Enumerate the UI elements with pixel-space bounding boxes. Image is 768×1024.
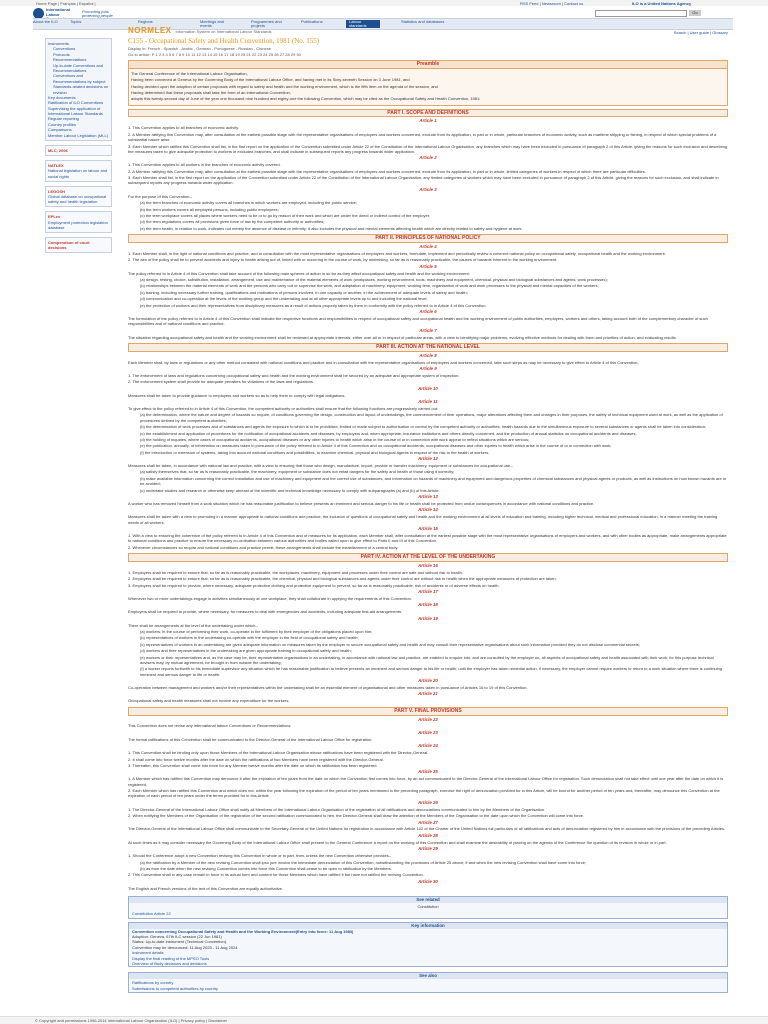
key-info-links xyxy=(129,950,727,966)
article-paragraph: (b) the term workers covers all employed persons, including public employees; xyxy=(140,206,279,212)
preamble-paragraph: adopts this twenty-second day of June of the year one thousand nine hundred and eighty-one the following Convention, which may be cited as the Occupational Safety and Health Convention, 1981: xyxy=(131,96,481,102)
article-heading: Article 23 xyxy=(418,729,438,735)
sidebar-menu-item[interactable]: Comparisons xyxy=(48,127,72,133)
article-paragraph: 2. Employers shall be required to ensure that, so far as is reasonably practicable, the chemical, physical and biological substances and agents under their control are without risk to health when the appropriate measures of protection are taken. xyxy=(128,576,557,582)
article-paragraph: 2. A Member ratifying this Convention may, after consultation at the earliest possible stage with the representative organisations of employers and workers concerned, exclude from its application, in part or in whole, particular branches of economic activity, such as maritime shipping or fishing, in respect of which special problems of a substantial nature arise. xyxy=(128,131,717,143)
part-heading: PART V. FINAL PROVISIONS xyxy=(128,707,728,716)
article-heading: Article 8 xyxy=(419,352,437,358)
article-paragraph: (a) the term branches of economic activity covers all branches in which workers are employed, including the public service; xyxy=(140,200,357,206)
nav-item-meetings[interactable]: Meetings and events xyxy=(200,19,225,29)
article-paragraph: (e) the protection of workers and their representatives from disciplinary measures as a result of actions properly taken by them in conformity with the policy referred to in Article 4 of this Convention. xyxy=(140,302,487,308)
nav-item-about[interactable]: About the ILO xyxy=(33,19,58,24)
sidebar-box-title[interactable]: EPLex xyxy=(48,214,61,220)
article-paragraph: Whenever two or more undertakings engage in activities simultaneously at one workplace, they shall collaborate in applying the requirements of this Convention. xyxy=(128,595,412,601)
convention-sections xyxy=(128,109,728,891)
article-paragraph: 1. This Convention applies to all workers in the branches of economic activity covered. xyxy=(128,162,281,168)
article-paragraph: At such times as it may consider necessary the Governing Body of the International Labour Office shall present to the General Conference a report on the working of this Convention and shall examine the desirability of placing on the agenda of the Conference the question of its revision in whole or in part. xyxy=(128,839,667,845)
left-sidebar xyxy=(45,38,112,253)
see-related-title: See related xyxy=(129,897,727,903)
sidebar-info-box xyxy=(45,211,112,233)
tagline-line-1: Promoting jobs, xyxy=(82,9,110,14)
article-paragraph: Co-operation between management and workers and/or their representatives within the undertaking shall be an essential element of organisational and other measures taken in pursuance of Articles 16 to 19 of this Convention. xyxy=(128,685,528,691)
article-paragraph: 3. Thereafter, this Convention shall come into force for any Member twelve months after the date on which its ratification has been registered. xyxy=(128,762,378,768)
brand-subtitle: Information System on International Labour Standards xyxy=(175,29,272,34)
brand-name: NORMLEX xyxy=(128,26,172,35)
part-heading: PART I. SCOPE AND DEFINITIONS xyxy=(128,109,728,118)
article-paragraph: (c) representatives of workers in an undertaking are given adequate information on measures taken by the employer to secure occupational safety and health and may consult their representative organisations about such information provided they do not disclose commercial secrets; xyxy=(140,641,640,647)
article-paragraph: (f) a worker reports forthwith to his immediate supervisor any situation which he has reasonable justification to believe presents an imminent and serious danger to his life or health; until the employer has taken remedial action, if necessary, the employer cannot require workers to return to a work situation where there is continuing imminent and serious danger to life or health. xyxy=(140,666,722,677)
article-paragraph: 3. Employers shall be required to provide, where necessary, adequate protective clothing and protective equipment to prevent, so far as is reasonably practicable, risk of accidents or of adverse effects on health. xyxy=(128,582,500,588)
key-info-status: Status: Up-to-date instrument (Technical Convention). xyxy=(132,939,228,945)
article-paragraph: A worker who has removed himself from a work situation which he has reasonable justification to believe presents an imminent and serious danger to his life or health shall be protected from undue consequences in accordance with national conditions and practice. xyxy=(128,500,595,506)
article-paragraph: 2. The aim of the policy shall be to prevent accidents and injury to health arising out of, linked with or occurring in the course of work, by minimising, so far as is reasonably practicable, the causes of hazards inherent in the working environment. xyxy=(128,257,558,263)
article-jump-links[interactable]: Go to article: P 1 2 3 4 5 6 7 8 9 10 11 12 13 14 15 16 17 18 19 20 21 22 23 24 25 26 27 28 29 30 xyxy=(128,51,301,57)
sidebar-menu-item[interactable]: Ratification of ILO Conventions xyxy=(48,100,104,106)
nav-item-programmes[interactable]: Programmes and projects xyxy=(251,19,282,29)
article-paragraph: 2. Whenever circumstances so require and national conditions and practice permit, these arrangements shall include the establishment of a central body. xyxy=(128,544,399,550)
article-paragraph: There shall be arrangements at the level of the undertaking under which-- xyxy=(128,622,259,628)
article-paragraph: The situation regarding occupational safety and health and the working environment shall be reviewed at appropriate intervals, either over-all or in respect of particular areas, with a view to identifying major problems, evolving effective methods for dealing with them and priorities of action, and evaluating results. xyxy=(128,334,677,340)
nav-item-regions[interactable]: Regions xyxy=(138,19,153,24)
key-info-link[interactable]: Instrument details xyxy=(132,950,164,956)
see-also-links xyxy=(129,979,727,992)
sidebar-info-box xyxy=(45,145,112,156)
article-paragraph: (a) design, testing, choice, substitution, installation, arrangement, use and maintenance of the material elements of work (workplaces, working environment, tools, machinery and equipment, chemical, physical and biological substances and agents, work processes); xyxy=(140,276,608,282)
sidebar-box-title[interactable]: NATLEX xyxy=(48,163,64,169)
article-paragraph: 3. Each Member which ratifies this Convention shall list, in the first report on the application of the Convention submitted under Article 22 of the Constitution of the International Labour Organisation, any branches which may have been excluded in pursuance of paragraph 2 of this Article, giving the reasons for such exclusion and describing the measures taken to give adequate protection to workers in excluded branches, and shall indicate in subsequent reports any progress towards wider application. xyxy=(128,143,728,154)
article-paragraph: 2. This Convention shall in any case remain in force in its actual form and content for those Members which have ratified it but have not ratified the revising Convention. xyxy=(128,872,424,878)
key-info-denounce: Convention may be denounced: 11 Aug 2023 - 11 Aug 2024 xyxy=(132,944,238,950)
article-paragraph: 2. It shall come into force twelve months after the date on which the ratifications of two Members have been registered with the Director-General. xyxy=(128,756,384,762)
article-paragraph: Measures shall be taken with a view to promoting in a manner appropriate to national conditions and practice, the inclusion of questions of occupational safety and health and the working environment at all levels of education and training, including higher technical, medical and professional education, in a manner meeting the training needs of all workers. xyxy=(128,514,718,525)
preamble-box xyxy=(128,60,728,106)
preamble-title: Preamble xyxy=(129,61,727,69)
un-agency-link[interactable]: ILO is a United Nations Agency xyxy=(632,0,692,6)
tagline-line-2: protecting people xyxy=(82,13,113,19)
see-also-link[interactable]: Ratifications by country xyxy=(132,980,174,986)
sidebar-menu-item[interactable]: Protocols xyxy=(53,51,70,57)
article-paragraph: (b) as from the date when the new revising Convention comes into force this Convention shall cease to be open to ratification by the Members. xyxy=(140,865,392,871)
article-heading: Article 10 xyxy=(418,385,438,391)
language-links[interactable]: Home Page | Français | Español | xyxy=(36,0,96,6)
article-heading: Article 3 xyxy=(419,186,437,192)
part-heading: PART II. PRINCIPLES OF NATIONAL POLICY xyxy=(128,234,728,243)
article-paragraph: This Convention does not revise any international labour Conventions or Recommendations. xyxy=(128,723,292,729)
nav-item-topics[interactable]: Topics xyxy=(70,19,82,24)
nav-item-labour-standards[interactable]: Labour standards xyxy=(346,20,380,28)
sidebar-boxes xyxy=(45,145,112,253)
article-paragraph: 1. The Director-General of the International Labour Office shall notify all Members of the International Labour Organisation of the registration of all ratifications and denunciations communicated to him by the Members of the Organisation. xyxy=(128,806,546,812)
preamble-paragraph: The General Conference of the International Labour Organisation, xyxy=(131,70,248,76)
article-paragraph: (b) the determination of work processes and of substances and agents the exposure to which is to be prohibited, limited or made subject to authorisation or control by the competent authority or authorities; health hazards due to the simultaneous exposure to several substances or agents shall be taken into consideration; xyxy=(140,424,707,430)
article-heading: Article 26 xyxy=(418,799,438,805)
sidebar-menu-item[interactable]: Supervising the application of International Labour Standards xyxy=(48,105,103,117)
article-heading: Article 14 xyxy=(418,507,438,513)
nav-item-statistics[interactable]: Statistics and databases xyxy=(401,19,445,24)
article-heading: Article 22 xyxy=(418,716,438,722)
article-paragraph: For the purpose of this Convention-- xyxy=(128,193,193,199)
sidebar-menu-item[interactable]: Standards-related decisions on revision xyxy=(53,84,109,95)
article-paragraph: 2. A Member ratifying this Convention may, after consultation at the earliest possible stage with the representative organisations of employers and workers concerned, exclude from its application, in part or in whole, limited categories of workers in respect of which there are particular difficulties. xyxy=(128,168,646,174)
key-info-subject: Convention concerning Occupational Safety and Health and the Working Environment(Entry into force: 11 Aug 1983) xyxy=(132,928,354,934)
article-paragraph: 2. The enforcement system shall provide for adequate penalties for violations of the laws and regulations. xyxy=(128,379,315,385)
article-heading: Article 20 xyxy=(418,678,438,684)
article-paragraph: (e) the publication, annually, of information on measures taken in pursuance of the policy referred to in Article 4 of this Convention and on occupational accidents, occupational diseases and other injuries to health which arise in the course of or in connection with work; xyxy=(140,443,612,449)
nav-item-publications[interactable]: Publications xyxy=(301,19,323,24)
article-heading: Article 13 xyxy=(418,494,438,500)
article-paragraph: 1. Each Member shall, in the light of national conditions and practice, and in consultation with the most representative organisations of employers and workers, formulate, implement and periodically review a coherent national policy on occupational safety, occupational health and the working environment. xyxy=(128,250,666,256)
article-heading: Article 4 xyxy=(419,243,437,249)
article-heading: Article 9 xyxy=(419,366,437,372)
article-heading: Article 21 xyxy=(418,691,438,697)
article-paragraph: Measures shall be taken, in accordance with national law and practice, with a view to ensuring that those who design, manufacture, import, provide or transfer machinery, equipment or substances for occupational use-- xyxy=(128,463,513,469)
article-paragraph: (e) workers or their representatives and, as the case may be, their representative organisations in an undertaking, in accordance with national law and practice, are enabled to enquire into, and are consulted by the employer on, all aspects of occupational safety and health associated with their work; for this purpose technical advisers may, by mutual agreement, be brought in from outside the undertaking; xyxy=(140,654,714,665)
constitution-link[interactable]: Constitution Article 22 xyxy=(132,911,171,917)
article-paragraph: (f) the introduction or extension of systems, taking into account national conditions and possibilities, to examine chemical, physical and biological agents in respect of the risk to the health of workers. xyxy=(140,449,490,455)
article-paragraph: (d) the holding of inquiries, where cases of occupational accidents, occupational diseases or any other injuries to health which arise in the course of or in connection with work appear to reflect situations which are serious; xyxy=(140,436,530,442)
article-heading: Article 19 xyxy=(418,615,438,621)
article-paragraph: The English and French versions of the text of this Convention are equally authoritative. xyxy=(128,885,283,891)
sidebar-menu-item[interactable]: Key documents xyxy=(48,94,76,100)
article-paragraph: Measures shall be taken to provide guidance to employers and workers so as to help them to comply with legal obligations. xyxy=(128,392,346,398)
constitution-label: Constitution xyxy=(417,903,439,909)
article-paragraph: 3. Each Member shall list, in the first report on the application of the Convention submitted under Article 22 of the Constitution of the International Labour Organisation, any limited categories of workers which may have been excluded in pursuance of paragraph 2 of this Article, giving the reasons for such exclusion, and shall indicate in subsequent reports any progress towards wider application. xyxy=(128,175,719,186)
article-heading: Article 29 xyxy=(418,846,438,852)
article-heading: Article 30 xyxy=(418,878,438,884)
article-paragraph: 1. This Convention applies to all branches of economic activity. xyxy=(128,125,240,131)
article-paragraph: To give effect to the policy referred to in Article 4 of this Convention, the competent authority or authorities shall ensure that the following functions are progressively carried out: xyxy=(128,406,439,411)
article-heading: Article 16 xyxy=(418,562,438,568)
article-paragraph: (c) the term workplace covers all places where workers need to be or to go by reason of their work and which are under the direct or indirect control of the employer; xyxy=(140,212,431,218)
article-paragraph: The policy referred to in Article 4 of this Convention shall take account of the following main spheres of action in so far as they affect occupational safety and health and the working environment: xyxy=(128,270,470,276)
key-info-link[interactable]: Display the final reading of the MPSO Tools xyxy=(132,955,210,961)
sidebar-menu-item[interactable]: Conventions xyxy=(53,46,76,52)
article-heading: Article 12 xyxy=(418,456,438,462)
article-paragraph: 1. With a view to ensuring the coherence of the policy referred to in Article 4 of this Convention and of measures for its application, each Member shall, after consultation at the earliest possible stage with the most representative organisations of employers and workers, and with other bodies as appropriate, make arrangements appropriate to national conditions and practice to ensure the necessary co-ordination between various authorities and bodies called upon to give effect to Parts II and III of this Convention. xyxy=(128,533,727,544)
article-paragraph: (b) representatives of workers in the undertaking co-operate with the employer in the field of occupational safety and health; xyxy=(140,635,359,641)
article-paragraph: (e) the term health, in relation to work, indicates not merely the absence of disease or infirmity; it also includes the physical and mental elements affecting health which are directly related to safety and hygiene at work. xyxy=(140,225,523,231)
article-paragraph: (a) the determination, where the nature and degree of hazards so require, of conditions governing the design, construction and layout of undertakings, the commencement of their operations, major alterations affecting them and changes in their purposes, the safety of technical equipment used at work, as well as the application of procedures defined by the competent authorities; xyxy=(140,412,723,423)
display-language-links[interactable]: Display in: French - Spanish - Arabic - German - Portuguese - Russian - Chinese xyxy=(128,46,271,52)
rss-contact-links[interactable]: RSS Feed | Newsroom | Contact us xyxy=(520,0,584,6)
article-heading: Article 5 xyxy=(419,263,437,269)
article-heading: Article 2 xyxy=(419,155,437,161)
sidebar-box-title[interactable]: MLC, 2006 xyxy=(48,148,68,154)
see-also-link[interactable]: Submissions to competent authorities by country xyxy=(132,985,219,991)
article-paragraph: (c) training, including necessary further training, qualifications and motivations of persons involved, in one capacity or another, in the achievement of adequate levels of safety and health; xyxy=(140,289,468,295)
article-paragraph: (a) the ratification by a Member of the new revising Convention shall ipso jure involve the immediate denunciation of this Convention, notwithstanding the provisions of Article 25 above, if and when the new revising Convention shall have come into force; xyxy=(140,859,587,865)
page-title: C155 - Occupational Safety and Health Convention, 1981 (No. 155) xyxy=(128,36,320,45)
search-go-button[interactable]: Go xyxy=(689,10,701,16)
see-also-title: See also xyxy=(129,973,727,979)
main-content xyxy=(128,26,728,993)
preamble-paragraph: Having decided upon the adoption of certain proposals with regard to safety and health and the working environment, which is the fifth item on the agenda of the session, and xyxy=(131,83,438,89)
article-paragraph: (d) the term regulations covers all provisions given force of law by the competent authority or authorities; xyxy=(140,219,325,225)
article-paragraph: The formal ratifications of this Convention shall be communicated to the Director-General of the International Labour Office for registration. xyxy=(128,736,373,742)
site-search-input[interactable] xyxy=(595,10,687,17)
part-heading: PART IV. ACTION AT THE LEVEL OF THE UNDERTAKING xyxy=(128,553,728,562)
sidebar-menu xyxy=(45,38,112,141)
article-paragraph: 2. Each Member which has ratified this Convention and which does not, within the year following the expiration of the period of ten years mentioned in the preceding paragraph, exercise the right of denunciation provided for in this Article, will be bound for another period of ten years and, thereafter, may denounce this Convention at the expiration of each period of ten years under the terms provided for in this Article. xyxy=(128,788,720,799)
article-paragraph: (b) relationships between the material elements of work and the persons who carry out or supervise the work, and adaptation of machinery, equipment, working time, organisation of work and work processes to the physical and mental capacities of the workers; xyxy=(140,283,599,289)
see-also-box xyxy=(128,972,728,993)
article-paragraph: Each Member shall, by laws or regulations or any other method consistent with national conditions and practice and in consultation with the representative organisations of employers and workers concerned, take such steps as may be necessary to give effect to Article 4 of this Convention. xyxy=(128,359,639,365)
sidebar-box-text: Employment protection legislation database xyxy=(48,219,108,230)
sidebar-box-text: Global database on occupational safety and health legislation xyxy=(48,193,107,205)
article-paragraph: The formulation of the policy referred to in Article 4 of this Convention shall indicate the respective functions and responsibilities in respect of occupational safety and occupational health and the working environment of public authorities, employers, workers and others, taking account both of the complementary character of such responsibilities and of national conditions and practice. xyxy=(128,315,708,327)
article-paragraph: (d) communication and co-operation at the levels of the working group and the undertaking and at all other appropriate levels up to and including the national level; xyxy=(140,296,428,302)
article-paragraph: 1. A Member which has ratified this Convention may denounce it after the expiration of ten years from the date on which the Convention first comes into force, by an act communicated to the Director-General of the International Labour Office for registration. Such denunciation shall not take effect until one year after the date on which it is registered. xyxy=(128,776,724,787)
article-heading: Article 15 xyxy=(418,526,438,532)
sidebar-menu-item[interactable]: Member Labour Legislation (MLL) xyxy=(48,132,109,138)
org-line-1: International xyxy=(46,7,71,12)
article-paragraph: 1. The enforcement of laws and regulations concerning occupational safety and health and the working environment shall be secured by an adequate and appropriate system of inspection. xyxy=(128,372,460,378)
key-info-title: Key information xyxy=(129,923,727,929)
org-line-2: Labour xyxy=(46,11,60,17)
article-paragraph: (a) workers, in the course of performing their work, co-operate in the fulfilment by their employer of the obligations placed upon him; xyxy=(140,629,373,635)
article-paragraph: The Director-General of the International Labour Office shall communicate to the Secretary-General of the United Nations for registration in accordance with Article 102 of the Charter of the United Nations full particulars of all ratifications and acts of denunciation registered by him in accordance with the provisions of the preceding Articles. xyxy=(128,826,726,832)
part-heading: PART III. ACTION AT THE NATIONAL LEVEL xyxy=(128,343,728,352)
article-paragraph: 2. When notifying the Members of the Organisation of the registration of the second ratification communicated to him, the Director-General shall draw the attention of the Members of the Organisation to the date upon which the Convention will come into force. xyxy=(128,813,585,819)
article-heading: Article 11 xyxy=(418,399,438,405)
tools-links[interactable]: Search | User guide | Glossary xyxy=(673,30,728,35)
article-heading: Article 24 xyxy=(418,743,438,749)
key-info-link[interactable]: Overview of Body decisions and decisions xyxy=(132,961,207,967)
article-paragraph: 1. Should the Conference adopt a new Convention revising this Convention in whole or in part, then, unless the new Convention otherwise provides-- xyxy=(128,853,392,859)
article-heading: Article 25 xyxy=(418,769,438,775)
preamble-text xyxy=(131,71,725,102)
sidebar-menu-item[interactable]: Instruments xyxy=(48,41,69,46)
see-related-box xyxy=(128,896,728,919)
article-paragraph: (c) the establishment and application of procedures for the notification of occupational accidents and diseases, by employers and, when appropriate, insurance institutions and others directly concerned, and the production of annual statistics on occupational accidents and diseases; xyxy=(140,430,637,436)
key-information-box xyxy=(128,922,728,968)
sidebar-info-box xyxy=(45,237,112,253)
footer: © Copyright and permissions 1996-2014 International Labour Organization (ILO) | Privacy policy | Disclaimer xyxy=(0,1016,768,1024)
article-heading: Article 1 xyxy=(419,118,437,124)
article-paragraph: (a) satisfy themselves that, so far as is reasonably practicable, the machinery, equipment or substance does not entail dangers for the safety and health of those using it correctly; xyxy=(140,469,455,475)
article-paragraph: (b) make available information concerning the correct installation and use of machinery and equipment and the correct use of substances, and information on hazards of machinery and equipment and dangerous properties of chemical substances and physical agents or products, as well as instructions on how known hazards are to be avoided; xyxy=(140,475,727,487)
preamble-paragraph: Having determined that these proposals shall take the form of an international Convention, xyxy=(131,89,291,95)
article-heading: Article 28 xyxy=(418,832,438,838)
article-paragraph: Employers shall be required to provide, where necessary, for measures to deal with emergencies and accidents, including adequate first-aid arrangements. xyxy=(128,609,403,615)
key-info-adoption: Adoption: Geneva, 67th ILC session (22 Jun 1981) xyxy=(132,934,222,940)
sidebar-info-box xyxy=(45,186,112,208)
article-heading: Article 7 xyxy=(419,327,437,333)
sidebar-menu-item[interactable]: Conventions and Recommendations by subject xyxy=(53,73,106,84)
normlex-brand xyxy=(128,26,728,37)
article-paragraph: (c) undertake studies and research or otherwise keep abreast of the scientific and technical knowledge necessary to comply with subparagraphs (a) and (b) of this Article. xyxy=(140,487,440,493)
article-heading: Article 18 xyxy=(418,602,438,608)
sidebar-box-text: National legislation on labour and social rights xyxy=(48,168,108,179)
article-heading: Article 17 xyxy=(418,589,438,595)
article-paragraph: 1. Employers shall be required to ensure that, so far as is reasonably practicable, the workplaces, machinery, equipment and processes under their control are safe and without risk to health. xyxy=(128,569,463,575)
sidebar-info-box xyxy=(45,160,112,182)
sidebar-menu-item[interactable]: Country profiles xyxy=(48,121,77,127)
sidebar-menu-item[interactable]: Regular reporting xyxy=(48,116,79,122)
article-paragraph: 1. This Convention shall be binding only upon those Members of the International Labour Organisation whose ratifications have been registered with the Director-General. xyxy=(128,750,429,756)
sidebar-box-title[interactable]: LEGOSH xyxy=(48,188,65,194)
article-heading: Article 27 xyxy=(418,819,438,825)
sidebar-menu-item[interactable]: Recommendations xyxy=(53,57,87,63)
article-paragraph: (d) workers and their representatives in the undertaking are given appropriate training in occupational safety and health; xyxy=(140,648,352,654)
article-heading: Article 6 xyxy=(419,308,437,314)
article-paragraph: Occupational safety and health measures shall not involve any expenditure for the workers. xyxy=(128,698,290,704)
sidebar-box-title[interactable]: Compendium of court decisions xyxy=(48,239,90,251)
preamble-paragraph: Having been convened at Geneva by the Governing Body of the International Labour Office, and having met in its Sixty-seventh Session on 3 June 1981, and xyxy=(131,77,410,83)
sidebar-menu-item[interactable]: Up-to-date Conventions and Recommendations xyxy=(53,62,104,73)
